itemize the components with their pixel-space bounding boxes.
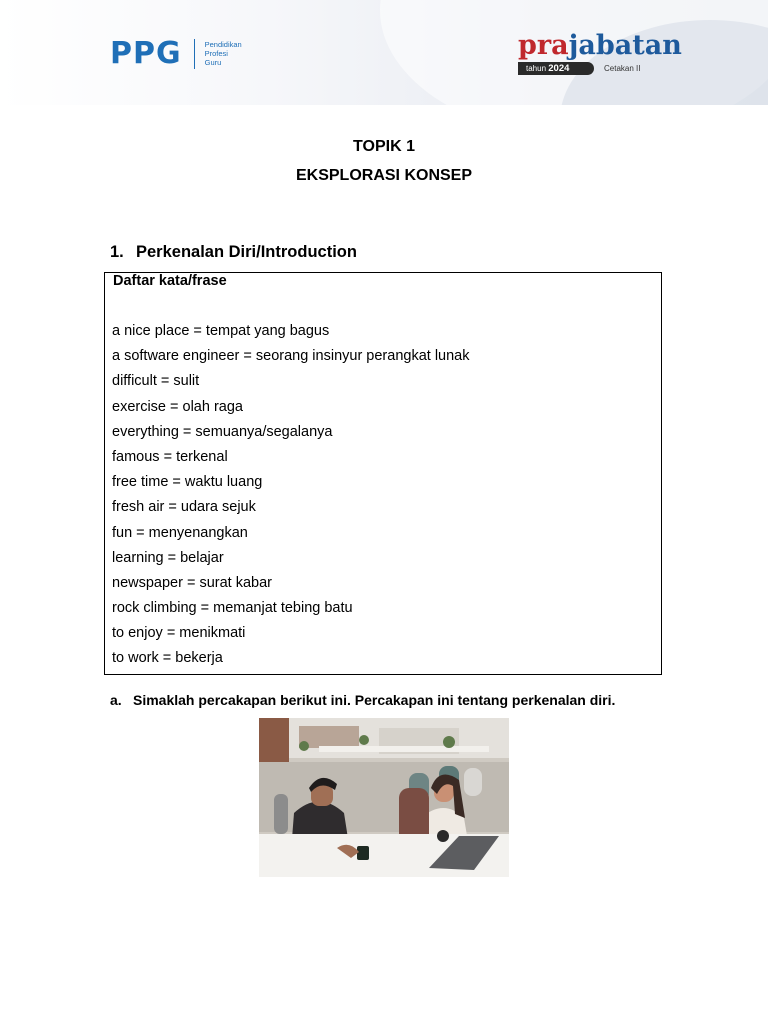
vocabulary-item: exercise = olah raga — [112, 398, 243, 415]
brand-part-pra: pra — [518, 30, 569, 61]
vocabulary-item: newspaper = surat kabar — [112, 574, 272, 591]
vocabulary-item: a software engineer = seorang insinyur perangkat lunak — [112, 348, 470, 365]
vocabulary-item: fun = menyenangkan — [112, 524, 248, 541]
logo-divider — [194, 39, 195, 69]
ppg-subtitle-line: Profesi — [204, 49, 228, 58]
question-text: Simaklah percakapan berikut ini. Percakapan ini tentang perkenalan diri. — [133, 692, 616, 708]
vocabulary-item: learning = belajar — [112, 549, 224, 566]
section-number: 1. — [110, 243, 124, 261]
ppg-logo-text: PPG — [110, 36, 182, 71]
ppg-subtitle-line: Guru — [204, 58, 222, 67]
conversation-illustration — [259, 718, 509, 877]
prajabatan-logo — [518, 30, 682, 75]
section-title-text: Perkenalan Diri/Introduction — [136, 243, 357, 261]
vocabulary-item: famous = terkenal — [112, 448, 228, 465]
year-label: tahun — [526, 64, 547, 73]
vocabulary-item: to work = bekerja — [112, 650, 223, 667]
conversation-photo — [259, 718, 509, 877]
brand-part-jabatan: jabatan — [568, 30, 682, 61]
ppg-subtitle-line: Pendidikan — [204, 40, 242, 49]
topic-subtitle: EKSPLORASI KONSEP — [295, 167, 473, 184]
year-badge — [518, 62, 594, 75]
vocabulary-item: difficult = sulit — [112, 373, 200, 390]
question-label: a. — [110, 692, 122, 708]
vocabulary-heading: Daftar kata/frase — [113, 273, 227, 289]
year-value: 2024 — [548, 63, 570, 74]
vocabulary-item: fresh air = udara sejuk — [112, 499, 256, 516]
vocabulary-item: rock climbing = memanjat tebing batu — [112, 600, 353, 617]
ppg-logo — [110, 36, 242, 71]
topic-title: TOPIK 1 — [353, 138, 415, 155]
vocabulary-box — [104, 272, 662, 675]
ppg-subtitle — [205, 40, 242, 67]
prajabatan-wordmark — [518, 30, 682, 62]
vocabulary-list — [112, 321, 470, 674]
vocabulary-item: everything = semuanya/segalanya — [112, 423, 333, 440]
question-a — [110, 692, 615, 708]
edition-tag — [518, 62, 682, 75]
edition-label: Cetakan II — [604, 64, 641, 73]
page-header — [0, 0, 768, 105]
vocabulary-item: free time = waktu luang — [112, 474, 263, 491]
vocabulary-item: to enjoy = menikmati — [112, 625, 246, 642]
section-heading — [110, 243, 357, 262]
vocabulary-item: a nice place = tempat yang bagus — [112, 323, 330, 339]
